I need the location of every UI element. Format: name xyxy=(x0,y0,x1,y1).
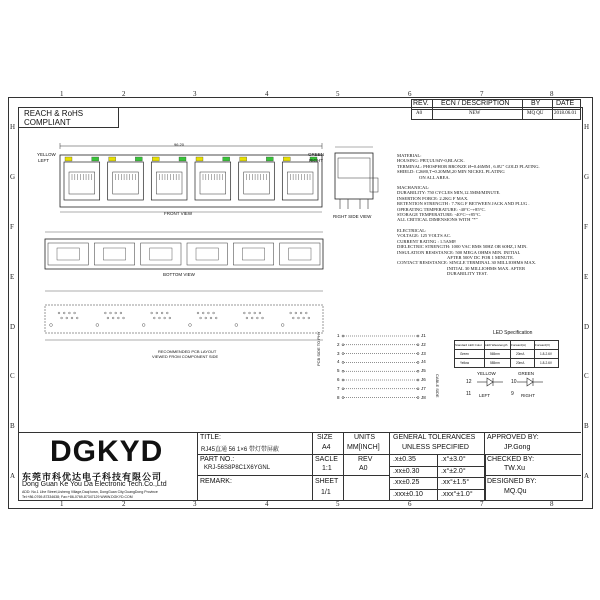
company-name-en: Dong Guan Ke You Da Electronic Tech.Co.,Ltd xyxy=(22,481,167,488)
sheet-label: SHEET xyxy=(315,478,339,485)
electrical-line-8: DURABILITY TEST. xyxy=(447,271,488,277)
front-view-width-dim: 96.20 xyxy=(174,142,185,147)
footprint-hole xyxy=(295,312,297,314)
footprint-hole xyxy=(215,317,217,319)
approved-value: JP.Gong xyxy=(504,444,531,451)
zone-bottom-8: 8 xyxy=(550,500,554,508)
zone-right-E: E xyxy=(584,273,589,281)
schematic-node-left xyxy=(342,388,344,390)
bottom-cell-inner-6 xyxy=(289,248,311,260)
schematic-node-right xyxy=(417,397,419,399)
bottom-cell-inner-5 xyxy=(242,248,264,260)
led-spec-table xyxy=(454,340,558,367)
tolerance-subtitle: UNLESS SPECIFIED xyxy=(402,444,469,451)
led-pin-12: 12 xyxy=(466,379,472,385)
zone-bottom-3: 3 xyxy=(193,500,197,508)
zone-left-C: C xyxy=(10,372,15,380)
sheet-value: 1/1 xyxy=(321,489,331,496)
schematic-pin-left-3: 3 xyxy=(337,350,340,356)
footprint-hole xyxy=(249,312,251,314)
schematic-pin-J3: J3 xyxy=(421,350,426,356)
schematic-node-left xyxy=(342,370,344,372)
schematic-pin-J5: J5 xyxy=(421,368,426,374)
bottom-cell-inner-2 xyxy=(103,248,125,260)
led-table-header: Forward(A) xyxy=(511,343,527,347)
schematic-node-left xyxy=(342,379,344,381)
rev-header-rev: REV. xyxy=(413,100,429,107)
rev-header-by: BY xyxy=(531,100,541,107)
footprint-shield-hole xyxy=(142,324,145,327)
footprint-shield-hole xyxy=(189,324,192,327)
revision-table xyxy=(411,99,581,121)
led-table-header: LED Wavelength xyxy=(485,343,508,347)
mechanical-line-4: OPERATING TEMPERATURE: -40°C~+85°C. xyxy=(397,206,486,212)
title-label: TITLE: xyxy=(200,434,222,441)
led-table-cell: 1.8-2.6V xyxy=(540,361,553,365)
mechanical-title: MACHANICAL: xyxy=(397,185,430,191)
tolerance-value: .xx±0.30 xyxy=(393,467,420,475)
schematic-node-right xyxy=(417,361,419,363)
company-name-cn: 东莞市科优达电子科技有限公司 xyxy=(22,472,163,482)
material-line-2: TERMINAL: PHOSPHOR BRONZE Ø=0.46MM , 6.0U" GOLD PLATING. xyxy=(397,163,540,169)
footprint-hole xyxy=(202,312,204,314)
front-view-yellow-label: YELLOW xyxy=(37,152,56,157)
front-port-opening-3 xyxy=(156,172,182,194)
schematic-node-right xyxy=(417,344,419,346)
company-contact: Tel:+86-0769-87334638; Fax:+86-0769-87347129 WWW.DGKYD.COM xyxy=(22,495,133,499)
bottom-cell-3 xyxy=(141,243,181,265)
designed-label: DESIGNED BY: xyxy=(487,478,537,485)
front-view-left-label: LEFT xyxy=(38,158,50,163)
schematic-pin-J1: J1 xyxy=(421,333,426,338)
zone-right-B: B xyxy=(584,422,589,430)
footprint-hole xyxy=(107,317,109,319)
schematic-node-left xyxy=(342,397,344,399)
schematic-pin-left-8: 8 xyxy=(337,394,340,400)
electrical-title: ELECTRICAL: xyxy=(397,227,427,233)
front-port-opening-2 xyxy=(113,172,139,194)
footprint-hole xyxy=(290,312,292,314)
front-led-green-1 xyxy=(92,157,99,161)
schematic-pin-left-6: 6 xyxy=(337,377,340,382)
zone-bottom-2: 2 xyxy=(122,500,126,508)
schematic-node-right xyxy=(417,379,419,381)
led-table-cell: 585nm xyxy=(490,361,500,365)
footprint-shield-hole xyxy=(96,324,99,327)
bottom-cell-4 xyxy=(187,243,227,265)
front-port-5 xyxy=(239,162,275,200)
scale-value: 1:1 xyxy=(322,465,332,472)
footprint-hole xyxy=(246,317,248,319)
led-table-cell: Green xyxy=(460,352,469,356)
footprint-hole xyxy=(115,312,117,314)
led-diagram xyxy=(455,370,565,400)
size-label: SIZE xyxy=(317,434,333,441)
footprint-hole xyxy=(66,317,68,319)
zone-right-F: F xyxy=(584,223,588,231)
front-port-3 xyxy=(151,162,187,200)
schematic-pin-left-5: 5 xyxy=(337,368,340,374)
footprint-hole xyxy=(256,317,258,319)
right-side-view-drawing xyxy=(330,143,385,218)
bottom-cell-1 xyxy=(48,243,88,265)
front-port-4 xyxy=(195,162,231,200)
rev-row-rev: A0 xyxy=(416,111,423,116)
checked-value: TW.Xu xyxy=(504,465,526,472)
zone-right-D: D xyxy=(584,323,590,331)
front-port-opening-5 xyxy=(244,172,270,194)
led-pin-11: 11 xyxy=(466,391,472,397)
led-yellow-label: YELLOW xyxy=(477,371,496,376)
footprint-hole xyxy=(262,317,264,319)
rev-header-desc: ECN / DESCRIPTION xyxy=(441,100,510,107)
bottom-cell-2 xyxy=(94,243,134,265)
footprint-hole xyxy=(71,317,73,319)
pcb-footprint-drawing xyxy=(30,285,330,347)
schematic-pin-left-2: 2 xyxy=(337,341,340,347)
zone-top-4: 4 xyxy=(265,90,269,98)
compliance-box xyxy=(18,107,119,128)
tolerance-value: .xxx±0.10 xyxy=(393,490,423,498)
bottom-cell-5 xyxy=(233,243,273,265)
zone-top-7: 7 xyxy=(480,90,484,98)
size-value: A4 xyxy=(322,444,331,451)
footprint-hole xyxy=(123,317,125,319)
company-logo: DGKYD xyxy=(50,435,164,468)
led-spec-title: LED Specification xyxy=(493,330,533,336)
scale-label: SACLE xyxy=(315,456,338,463)
front-led-yellow-1 xyxy=(65,157,72,161)
footprint-shield-hole xyxy=(235,324,238,327)
footprint-hole xyxy=(74,312,76,314)
rev-row-by: MQ QU xyxy=(527,111,544,116)
zone-top-2: 2 xyxy=(122,90,126,98)
footprint-hole xyxy=(61,317,63,319)
zone-right-C: C xyxy=(584,372,589,380)
tolerance-value: .x±0.35 xyxy=(393,456,416,463)
schematic-pin-left-4: 4 xyxy=(337,359,340,365)
led-left-label: LEFT xyxy=(479,393,491,398)
zone-bottom-6: 6 xyxy=(408,500,412,508)
zone-bottom-5: 5 xyxy=(336,500,340,508)
footprint-shield-hole xyxy=(281,324,284,327)
tolerance-title: GENERAL TOLERANCES xyxy=(393,434,476,441)
tolerance-value: .x°±3.0° xyxy=(441,456,466,463)
zone-right-A: A xyxy=(584,472,590,480)
tolerance-value: .xx±0.25 xyxy=(393,479,420,486)
units-value: MM[INCH] xyxy=(347,444,380,451)
bottom-cell-inner-4 xyxy=(196,248,218,260)
led-right-label: RIGHT xyxy=(521,393,535,398)
schematic-node-right xyxy=(417,388,419,390)
front-led-yellow-5 xyxy=(240,157,247,161)
title-value: RJ45直通 56 1×6 带灯带屏蔽 xyxy=(201,447,279,453)
zone-top-5: 5 xyxy=(336,90,340,98)
led-table-cell: Yellow xyxy=(460,361,470,365)
tolerance-value: .xx°±1.5° xyxy=(441,479,470,486)
rev-row-date: 2018.06.01 xyxy=(554,111,577,116)
material-line-1: HOUSING: PBT,UL94V-0,BLACK. xyxy=(397,158,465,164)
schematic-node-right xyxy=(417,353,419,355)
tolerance-value: .x°±2.0° xyxy=(441,467,466,475)
footprint-hole xyxy=(169,317,171,319)
mechanical-line-6: ALL CRITICAL DIMENSIONS WITH "*" xyxy=(397,217,478,223)
part-no-label: PART NO.: xyxy=(200,456,235,463)
front-led-green-3 xyxy=(179,157,186,161)
electrical-line-3: DIELECTRIC STRENGTH: 1000 VAC RMS 50HZ OR 60HZ,1 MIN. xyxy=(397,244,528,250)
footprint-hole xyxy=(197,312,199,314)
remark-label: REMARK: xyxy=(200,478,232,485)
footprint-hole xyxy=(161,312,163,314)
front-view-green-label: GREEN xyxy=(308,152,325,157)
right-side-view-label: RIGHT SIDE VIEW xyxy=(333,214,372,219)
zone-right-H: H xyxy=(584,123,590,131)
front-led-yellow-3 xyxy=(152,157,159,161)
footprint-hole xyxy=(166,312,168,314)
footprint-hole xyxy=(112,317,114,319)
led-table-cell: 20mA xyxy=(516,352,525,356)
footprint-hole xyxy=(305,312,307,314)
footprint-label-1: RECOMMENDED PCB LAYOUT xyxy=(158,349,217,354)
front-view-drawing xyxy=(30,140,330,220)
bottom-cell-inner-3 xyxy=(150,248,172,260)
tolerance-value: .xxx°±1.0° xyxy=(441,490,473,498)
rev-label: REV xyxy=(358,456,373,463)
schematic-node-left xyxy=(342,344,344,346)
footprint-hole xyxy=(298,317,300,319)
material-line-3: SHIELD: C2680,T=0.20MM,20 MIN NICKEL PLATING xyxy=(397,169,505,175)
footprint-hole xyxy=(259,312,261,314)
led-pin-10: 10 xyxy=(511,379,517,385)
electrical-line-2: CURRENT RATING : 1.5AMP. xyxy=(397,238,457,244)
units-label: UNITS xyxy=(354,434,375,441)
checked-label: CHECKED BY: xyxy=(487,456,535,463)
rev-value: A0 xyxy=(359,465,368,472)
footprint-hole xyxy=(104,312,106,314)
front-led-yellow-6 xyxy=(283,157,290,161)
zone-left-E: E xyxy=(10,273,15,281)
footprint-hole xyxy=(200,317,202,319)
footprint-hole xyxy=(153,317,155,319)
footprint-hole xyxy=(117,317,119,319)
zone-bottom-7: 7 xyxy=(480,500,484,508)
footprint-hole xyxy=(254,312,256,314)
zone-top-3: 3 xyxy=(193,90,197,98)
title-block xyxy=(18,432,581,500)
front-port-2 xyxy=(108,162,144,200)
zone-top-8: 8 xyxy=(550,90,554,98)
footprint-hole xyxy=(243,312,245,314)
schematic-node-right xyxy=(417,335,419,337)
led-green-label: GREEN xyxy=(518,371,535,376)
rev-header-date: DATE xyxy=(556,100,575,107)
electrical-line-7: INITIAL 30 MILLIOHMS MAX. AFTER xyxy=(447,265,526,271)
footprint-hole xyxy=(63,312,65,314)
pcb-side-label: PCB SIDE TO PHY xyxy=(316,331,321,366)
led-table-header: Forward(V) xyxy=(535,343,551,347)
footprint-hole xyxy=(151,312,153,314)
front-port-opening-6 xyxy=(287,172,313,194)
footprint-hole xyxy=(205,317,207,319)
electrical-line-1: VOLTAGE: 125 VOLTS AC. xyxy=(397,233,452,239)
zone-left-G: G xyxy=(10,173,16,181)
footprint-hole xyxy=(58,312,60,314)
footprint-hole xyxy=(76,317,78,319)
footprint-hole xyxy=(251,317,253,319)
schematic-node-left xyxy=(342,335,344,337)
footprint-hole xyxy=(164,317,166,319)
electrical-line-5: AFTER 500V DC FOR 1 MINUTE. xyxy=(447,254,515,260)
rev-row-desc: NEW xyxy=(469,111,481,116)
schematic-pin-J6: J6 xyxy=(421,377,426,382)
electrical-line-6: CONTACT RESISTANCE: SINGLE TERMINAL 30 MILLIOHMS MAX. xyxy=(397,260,537,266)
cable-side-label: CABLE SIDE xyxy=(435,374,440,398)
schematic-pin-J8: J8 xyxy=(421,394,426,400)
footprint-label-2: VIEWED FROM COMPONENT SIDE xyxy=(152,354,219,359)
front-led-yellow-4 xyxy=(196,157,203,161)
material-title: MATERIAL: xyxy=(397,153,422,158)
mechanical-line-3: RETENTION STRENGTH : 7.7KG F BETWEEN JACK AND PLUG . xyxy=(397,201,530,207)
front-view-label: FRONT VIEW xyxy=(164,211,193,216)
front-led-green-4 xyxy=(223,157,230,161)
front-led-yellow-2 xyxy=(109,157,116,161)
led-table-cell: 565nm xyxy=(490,352,500,356)
approved-label: APPROVED BY: xyxy=(487,434,539,441)
zone-left-A: A xyxy=(10,472,16,480)
mechanical-line-1: DURABILITY: 750 CYCLES MIN,12.5MM/MINUTE. xyxy=(397,190,501,196)
pin-schematic xyxy=(335,330,445,405)
mechanical-line-2: INSERTION FORCE: 2.2KG F MAX. xyxy=(397,195,469,201)
led-pin-9: 9 xyxy=(511,391,514,397)
footprint-hole xyxy=(308,317,310,319)
zone-left-H: H xyxy=(10,123,16,131)
zone-left-F: F xyxy=(10,223,14,231)
zone-left-B: B xyxy=(10,422,15,430)
zone-bottom-4: 4 xyxy=(265,500,269,508)
footprint-shield-hole xyxy=(50,324,53,327)
footprint-hole xyxy=(208,312,210,314)
part-no-value: KRJ-56S8P8C1X6YGNL xyxy=(204,465,271,471)
bottom-cell-inner-1 xyxy=(57,248,79,260)
front-led-green-5 xyxy=(266,157,273,161)
led-table-cell: 20mA xyxy=(516,361,525,365)
schematic-node-left xyxy=(342,353,344,355)
front-led-green-2 xyxy=(135,157,142,161)
led-table-header: Standard LED Color xyxy=(455,343,482,347)
compliance-text: REACH & RoHS COMPLIANT xyxy=(24,109,84,127)
schematic-node-right xyxy=(417,370,419,372)
front-port-opening-1 xyxy=(69,172,95,194)
front-port-opening-4 xyxy=(200,172,226,194)
front-port-1 xyxy=(64,162,100,200)
footprint-hole xyxy=(120,312,122,314)
led-table-cell: 1.8-2.6V xyxy=(540,352,553,356)
schematic-node-left xyxy=(342,361,344,363)
spec-notes xyxy=(397,153,582,277)
front-port-6 xyxy=(282,162,318,200)
footprint-hole xyxy=(300,312,302,314)
bottom-view-label: BOTTOM VIEW xyxy=(163,272,195,277)
footprint-hole xyxy=(69,312,71,314)
zone-bottom-1: 1 xyxy=(60,500,64,508)
footprint-hole xyxy=(159,317,161,319)
mechanical-line-5: STORAGE TEMPERATURE: -40°C~+85°C. xyxy=(397,212,482,218)
schematic-pin-J7: J7 xyxy=(421,385,426,391)
schematic-pin-J4: J4 xyxy=(421,359,426,365)
designed-value: MQ.Qu xyxy=(504,488,527,495)
electrical-line-4: INSULATION RESISTANCE: 500 MEGA OHMS MIN. INITIAL xyxy=(397,249,521,255)
schematic-pin-left-7: 7 xyxy=(337,385,340,391)
footprint-hole xyxy=(213,312,215,314)
footprint-hole xyxy=(110,312,112,314)
footprint-hole xyxy=(303,317,305,319)
footprint-hole xyxy=(156,312,158,314)
front-view-right-label: RIGHT xyxy=(309,158,323,163)
schematic-pin-J2: J2 xyxy=(421,341,426,347)
zone-top-6: 6 xyxy=(408,90,412,98)
footprint-hole xyxy=(210,317,212,319)
zone-top-1: 1 xyxy=(60,90,64,98)
zone-left-D: D xyxy=(10,323,16,331)
bottom-cell-6 xyxy=(280,243,320,265)
schematic-pin-left-1: 1 xyxy=(337,333,340,338)
company-address: ADD: No.1 Lihe Street,Lisheng Village,Daqi town, DongGuan City,GuangDong Province xyxy=(22,490,158,494)
material-line-4: ON ALL AREA. xyxy=(419,174,450,180)
footprint-hole xyxy=(292,317,294,319)
zone-right-G: G xyxy=(584,173,590,181)
